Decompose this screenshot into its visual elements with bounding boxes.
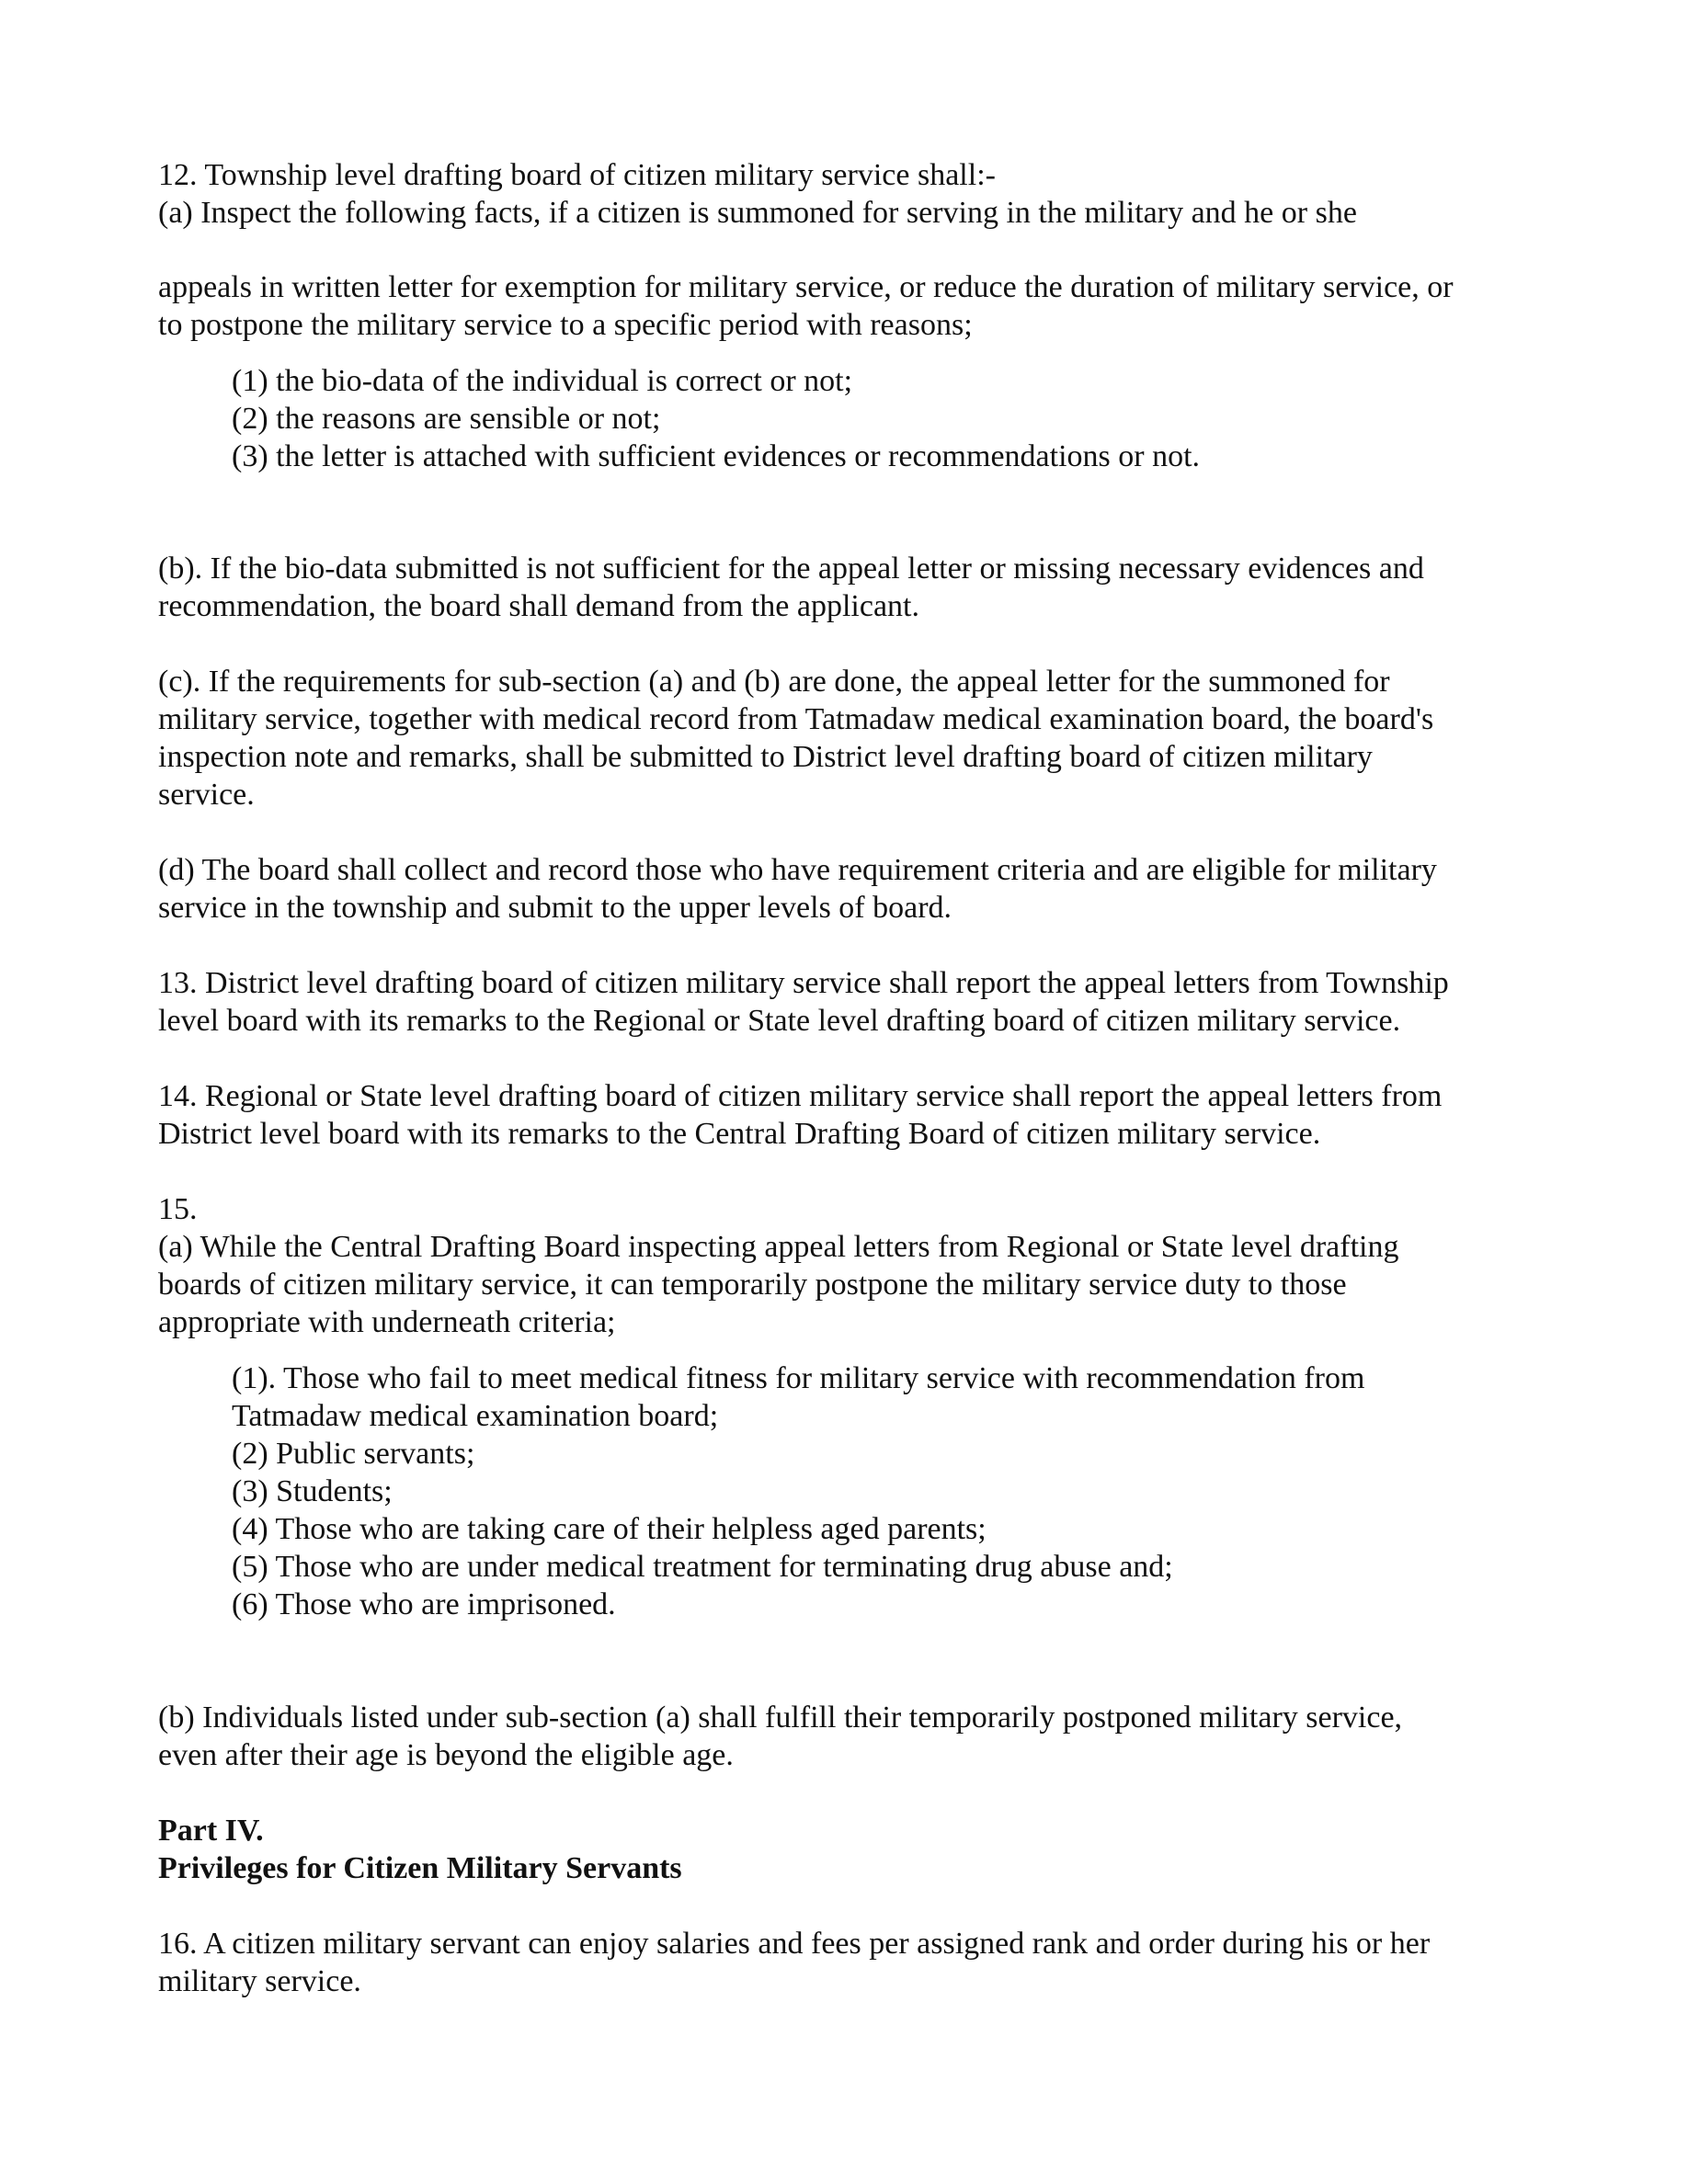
section-13-text: level board with its remarks to the Regional or State level drafting board of citizen military service. — [158, 1004, 1401, 1038]
section-12a-text: to postpone the military service to a specific period with reasons; — [158, 308, 973, 342]
section-15a-text: (a) While the Central Drafting Board inspecting appeal letters from Regional or State level drafting — [158, 1230, 1399, 1264]
section-12a-text: appeals in written letter for exemption for military service, or reduce the duration of military service, or — [158, 270, 1454, 304]
section-12d-text: service in the township and submit to the upper levels of board. — [158, 891, 952, 925]
section-15b-text: (b) Individuals listed under sub-section (a) shall fulfill their temporarily postponed military service, — [158, 1701, 1403, 1735]
section-15a-item: Tatmadaw medical examination board; — [232, 1399, 719, 1433]
section-12c-text: inspection note and remarks, shall be submitted to District level drafting board of citizen military — [158, 740, 1373, 774]
section-16-text: 16. A citizen military servant can enjoy salaries and fees per assigned rank and order during his or her — [158, 1927, 1431, 1961]
section-14-text: 14. Regional or State level drafting board of citizen military service shall report the appeal letters from — [158, 1079, 1443, 1113]
section-15b-text: even after their age is beyond the eligible age. — [158, 1738, 734, 1772]
section-15a-item: (6) Those who are imprisoned. — [232, 1587, 616, 1621]
section-15a-item: (2) Public servants; — [232, 1437, 475, 1471]
section-12b-text: recommendation, the board shall demand from the applicant. — [158, 589, 920, 623]
section-16-text: military service. — [158, 1964, 361, 1998]
section-12a-item: (2) the reasons are sensible or not; — [232, 402, 661, 436]
section-15a-item: (3) Students; — [232, 1474, 393, 1508]
part-iv-subtitle: Privileges for Citizen Military Servants — [158, 1851, 682, 1885]
section-14-text: District level board with its remarks to the Central Drafting Board of citizen military service. — [158, 1117, 1321, 1151]
section-15a-text: appropriate with underneath criteria; — [158, 1305, 616, 1339]
section-15a-text: boards of citizen military service, it can temporarily postpone the military service duty to those — [158, 1268, 1347, 1302]
section-13-text: 13. District level drafting board of citizen military service shall report the appeal letters from Township — [158, 966, 1449, 1000]
section-12a-item: (3) the letter is attached with sufficient evidences or recommendations or not. — [232, 439, 1201, 473]
part-iv-title: Part IV. — [158, 1814, 264, 1848]
section-12a-item: (1) the bio-data of the individual is correct or not; — [232, 364, 853, 398]
section-12b-text: (b). If the bio-data submitted is not sufficient for the appeal letter or missing necessary evidences and — [158, 552, 1424, 586]
section-12c-text: service. — [158, 778, 255, 812]
section-12a-text: (a) Inspect the following facts, if a citizen is summoned for serving in the military and he or she — [158, 196, 1357, 230]
section-12c-text: (c). If the requirements for sub-section (a) and (b) are done, the appeal letter for the summoned for — [158, 665, 1390, 699]
section-15a-item: (4) Those who are taking care of their helpless aged parents; — [232, 1512, 987, 1546]
section-12c-text: military service, together with medical record from Tatmadaw medical examination board, the board's — [158, 702, 1434, 736]
section-15a-item: (5) Those who are under medical treatment for terminating drug abuse and; — [232, 1550, 1173, 1584]
section-12d-text: (d) The board shall collect and record those who have requirement criteria and are eligible for military — [158, 853, 1437, 887]
section-12-heading: 12. Township level drafting board of citizen military service shall:- — [158, 158, 996, 192]
section-15-heading: 15. — [158, 1192, 198, 1226]
section-15a-item: (1). Those who fail to meet medical fitness for military service with recommendation from — [232, 1361, 1365, 1395]
